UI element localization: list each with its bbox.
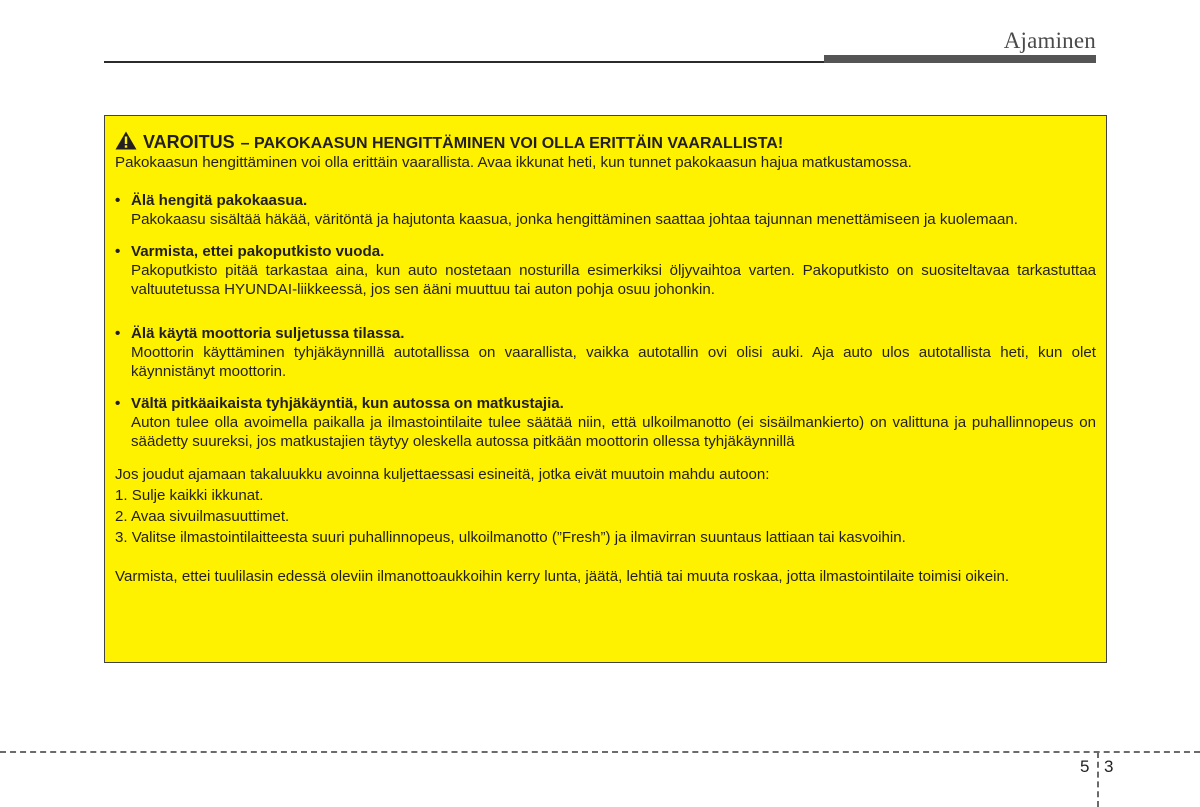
bullet-dot: • [115, 395, 121, 412]
warning-triangle-icon [115, 131, 137, 150]
warning-box [104, 115, 1107, 663]
step-item: 2. Avaa sivuilmasuuttimet. [115, 508, 290, 525]
cargo-instructions [115, 464, 1096, 548]
bullet-text: Auton tulee olla avoimella paikalla ja ilmastointilaite tulee säätää niin, että ulkoilmanotto (ei sisäilmankierto) on valittuna ja puhallinnopeus on säädetty suureksi, jos matkustajien täytyy oleskella autossa pitkään moottorin ollessa tyhjäkäynnillä [131, 414, 1096, 450]
header-rule-accent [824, 55, 1096, 63]
chapter-number: 5 [1080, 757, 1090, 776]
warning-closing: Varmista, ettei tuulilasin edessä oleviin ilmanottoaukkoihin kerry lunta, jäätä, lehtiä tai muuta roskaa, jotta ilmastointilaite toimisi oikein. [115, 568, 1010, 585]
bullet-dot: • [115, 243, 121, 260]
bullet-item [115, 394, 1096, 451]
step-item: 1. Sulje kaikki ikkunat. [115, 487, 264, 504]
bullet-text: Pakokaasu sisältää häkää, väritöntä ja hajutonta kaasua, jonka hengittäminen saattaa johtaa tajunnan menettämiseen ja kuolemaan. [131, 211, 1018, 228]
bullet-item [115, 324, 1096, 381]
spacer [115, 312, 1096, 324]
warning-intro: Pakokaasun hengittäminen voi olla erittäin vaarallista. Avaa ikkunat heti, kun tunnet pakokaasun hajua matkustamossa. [115, 154, 912, 171]
bullet-text: Pakoputkisto pitää tarkastaa aina, kun auto nostetaan nosturilla esimerkiksi öljyvaihtoa varten. Pakoputkisto on suositeltavaa tarkastuttaa valtuutetussa HYUNDAI-liikkeessä, jos sen ääni muuttuu tai auton pohja osuu johonkin. [131, 262, 1096, 298]
bullet-heading: Älä käytä moottoria suljetussa tilassa. [131, 325, 405, 342]
cargo-intro: Jos joudut ajamaan takaluukku avoinna kuljettaessasi esineitä, jotka eivät muutoin mahdu autoon: [115, 466, 770, 483]
footer-dashed-divider [1097, 752, 1099, 807]
bullet-dot: • [115, 325, 121, 342]
step-item: 3. Valitse ilmastointilaitteesta suuri puhallinnopeus, ulkoilmanotto (”Fresh”) ja ilmavirran suuntaus lattiaan tai kasvoihin. [115, 529, 906, 546]
bullet-item [115, 242, 1096, 299]
footer-dashed-rule [0, 751, 1200, 753]
bullet-dot: • [115, 192, 121, 209]
warning-title-line [115, 129, 1096, 153]
section-title: Ajaminen [1003, 28, 1096, 53]
warning-label: VAROITUS [143, 132, 235, 152]
bullet-heading: Varmista, ettei pakoputkisto vuoda. [131, 243, 385, 260]
bullet-heading: Vältä pitkäaikaista tyhjäkäyntiä, kun autossa on matkustajia. [131, 395, 564, 412]
bullet-item [115, 191, 1096, 229]
page-number: 3 [1104, 757, 1114, 776]
bullet-heading: Älä hengitä pakokaasua. [131, 192, 308, 209]
warning-title: – PAKOKAASUN HENGITTÄMINEN VOI OLLA ERITTÄIN VAARALLISTA! [240, 135, 784, 152]
bullet-text: Moottorin käyttäminen tyhjäkäynnillä autotallissa on vaarallista, vaikka autotallin ovi olisi auki. Aja auto ulos autotallista heti, kun olet käynnistänyt moottorin. [131, 344, 1096, 380]
